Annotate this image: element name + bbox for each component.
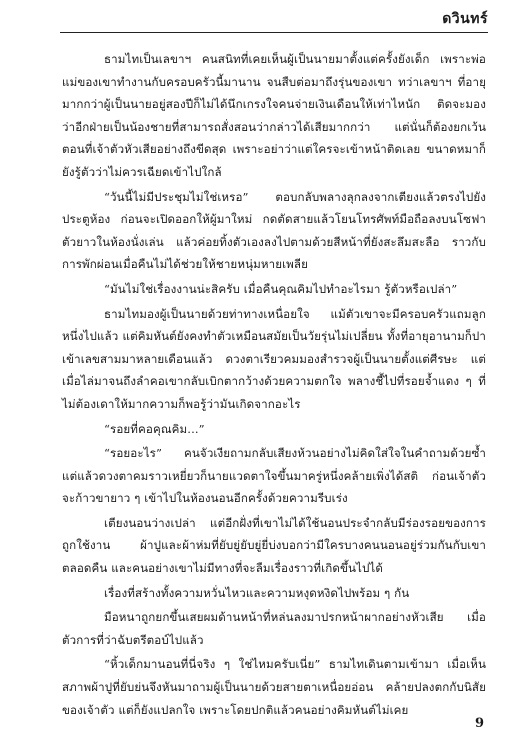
header-divider: [60, 32, 488, 33]
header-title: ดวินทร์: [442, 11, 488, 27]
paragraph: เรื่องที่สร้างทั้งความหวั่นไหวและความหงุดหงิดไปพร้อม ๆ กัน: [104, 585, 410, 600]
paragraph: “รอยอะไร” คนจัวเงียถามกลับเสียงห้วนอย่างไม่คิดใส่ใจในคำถามด้วยซ้ำ แต่แล้วดวงตาคมราวเหยี่ยวก็นายแวดตาใจขึ้นมาครู่หนึ่งคล้ายเพิ่งได้สติ ก่อนเจ้าตัวจะก้าวขายาว ๆ เข้าไปในห้องนอนอีกครั้งด้วยความรีบเร่ง: [62, 446, 486, 506]
paragraph: มือหนาถูกยกขึ้นเสยผมด้านหน้าที่หล่นลงมาปรกหน้าผากอย่างหัวเสีย เมื่อตัวการที่ว่าฉับตรีตอบ์ไปแล้ว: [62, 610, 486, 647]
paragraph: “วันนี้ไม่มีประชุมไม่ใช่เหรอ” ตอบกลับพลางลุกลงจากเตียงแล้วตรงไปยังประตูห้อง ก่อนจะเปิดออกให้ผู้มาใหม่ กดตัดสายแล้วโยนโทรศัพท์มือถือลงบนโซฟาตัวยาวในห้องนั่งเล่น แล้วค่อยทิ้งตัวเองลงไปตามด้วยสีหน้าที่ยังสะลึมสะลือ ราวกับการพักผ่อนเมื่อคืนไม่ได้ช่วยให้ชายหนุ่มหายเพลีย: [62, 189, 486, 272]
paragraph: เตียงนอนว่างเปล่า แต่อีกฝั่งที่เขาไม่ได้ใช้นอนประจำกลับมีร่องรอยของการถูกใช้งาน ผ้าปูและผ้าห่มที่ยับยู่ยับยู่ยี่บ่งบอกว่ามีใครบางคนนอนอยู่ร่วมกันกับเขาตลอดคืน และคนอย่างเขาไม่มีทางที่จะลืมเรื่องราวที่เกิดขึ้นไปได้: [62, 515, 486, 576]
paragraph: ธามไทมองผู้เป็นนายด้วยท่าทางเหนื่อยใจ แม้ตัวเขาจะมีครอบครัวแถมลูกหนึ่งไปแล้ว แต่คิมหันต์ยังคงทำตัวเหมือนสมัยเป็นวัยรุ่นไม่เปลี่ยน ทั้งที่อายุอานามก็ปาเข้าเลขสามมาหลายเดือนแล้ว ดวงตาเรียวคมมองสำรวจผู้เป็นนายตั้งแต่ศีรษะ แต่เมื่อไล่มาจนถึงลำคอเขากลับเบิกตากว้างด้วยความตกใจ พลางชี้ไปที่รอยจ้ำแดง ๆ ที่ไม่ต้องเดาให้มากความก็พอรู้ว่ามันเกิดจากอะไร: [62, 306, 486, 411]
body-text: [62, 48, 486, 723]
paragraph: “มันไม่ใช่เรื่องงานน่ะสิครับ เมื่อคืนคุณคิมไปทำอะไรมา รู้ตัวหรือเปล่า”: [104, 281, 458, 296]
page-number: 9: [474, 716, 484, 731]
paragraph: “หิ้วเด็กมานอนที่นี่จริง ๆ ใช่ไหมครับเนี่ย” ธามไทเดินตามเข้ามา เมื่อเห็นสภาพผ้าปูที่ยับย่นจึงหันมาถามผู้เป็นนายด้วยสายตาเหนื่อยอ่อน คล้ายปลงตกกับนิสัยของเจ้าตัว แต่ก็ยังแปลกใจ เพราะโดยปกติแล้วคนอย่างคิมหันต์ไม่เคย: [62, 657, 486, 717]
paragraph: “รอยที่คอคุณคิม...”: [104, 421, 205, 436]
paragraph: ธามไทเป็นเลขาฯ คนสนิทที่เคยเห็นผู้เป็นนายมาตั้งแต่ครั้งยังเด็ก เพราะพ่อแม่ของเขาทำงานกับครอบครัวนี้มานาน จนสืบต่อมาถึงรุ่นของเขา ทว่าเลขาฯ ที่อายุมากกว่าผู้เป็นนายอยู่สองปีก็ไม่ได้นึกเกรงใจคนจ่ายเงินเดือนให้เท่าไหนัก ติดจะมองว่าอีกฝ่ายเป็นน้องชายที่สามารถสั่งสอนว่ากล่าวได้เสียมากกว่า แต่นั่นก็ต้องยกเว้นตอนที่เจ้าตัวหัวเสียอย่างถึงขีดสุด เพราะอย่าว่าแต่ใครจะเข้าหน้าติดเลย ขนาดหมาก็ยังรู้ตัวว่าไม่ควรเฉียดเข้าไปใกล้: [62, 52, 486, 179]
